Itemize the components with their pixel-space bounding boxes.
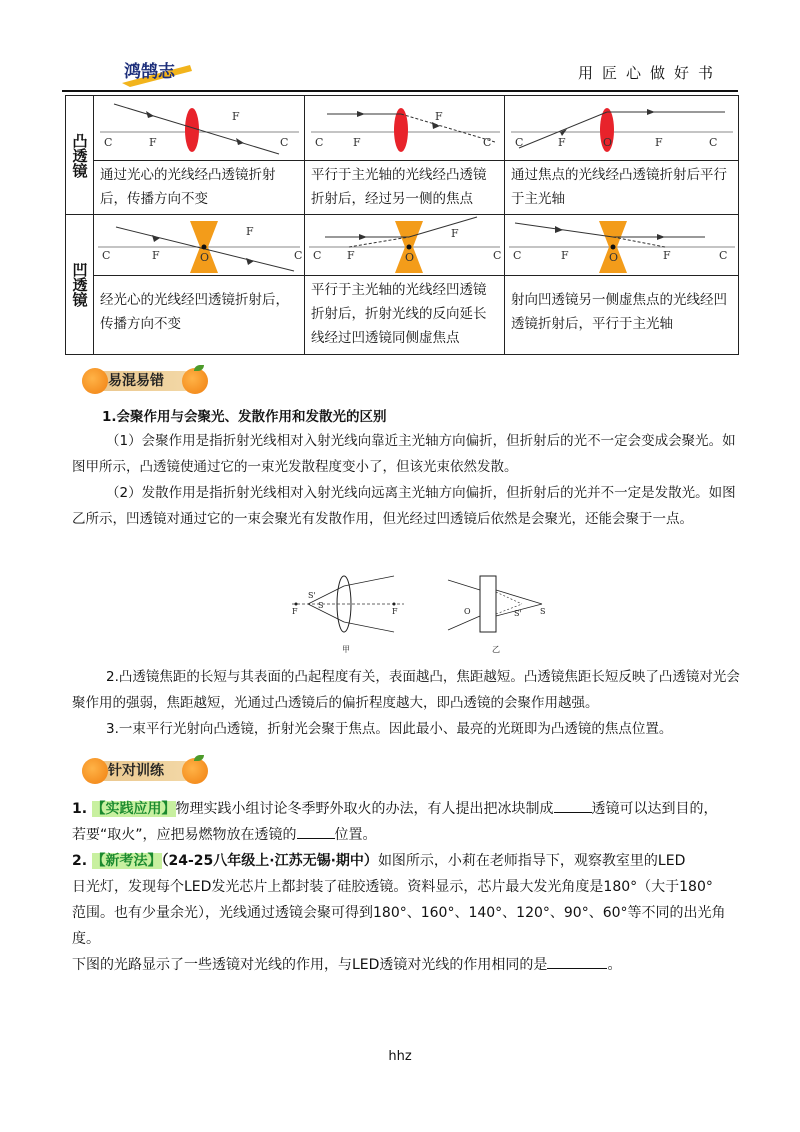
label-f: F xyxy=(353,136,361,149)
row-head-text: 凹透镜 xyxy=(70,262,89,307)
label-f: F xyxy=(558,136,566,149)
label-f: F xyxy=(347,249,355,262)
header-slogan: 用匠心做好书 xyxy=(578,64,723,82)
label-f: F xyxy=(246,225,254,238)
logo-text: 鸿鹄志 xyxy=(124,62,175,82)
question-text: 下图的光路显示了一些透镜对光线的作用，与LED透镜对光线的作用相同的是 xyxy=(72,957,548,973)
question-text: 若要“取火”，应把易燃物放在透镜的 xyxy=(72,827,297,843)
label-f: F xyxy=(232,110,240,123)
question-text: 如图所示，小莉在老师指导下，观察教室里的LED xyxy=(377,853,686,869)
fig-label: O xyxy=(464,607,471,616)
label-c: C xyxy=(280,136,289,149)
concave-desc-virtual-focus: 射向凹透镜另一侧虚焦点的光线经凹透镜折射后，平行于主光轴 xyxy=(504,275,739,355)
orange-icon xyxy=(82,758,108,784)
label-c: C xyxy=(515,136,524,149)
orange-icon xyxy=(82,368,108,394)
label-c: C xyxy=(315,136,324,149)
concave-diagram-center xyxy=(93,214,305,276)
fig-label: S' xyxy=(514,609,522,618)
section-title: 易混易错 xyxy=(108,373,164,389)
label-f: F xyxy=(451,227,459,240)
question-2 xyxy=(72,848,752,978)
label-f: F xyxy=(561,249,569,262)
concave-diagram-virtual-focus xyxy=(504,214,739,276)
pitfall-paragraph-1: （1）会聚作用是指折射光线相对入射光线向靠近主光轴方向偏折，但折射后的光不一定会变成会聚光。如图甲所示，凸透镜使通过它的一束光发散程度变小了，但该光束依然发散。 xyxy=(72,433,736,475)
question-text: 日光灯，发现每个LED发光芯片上都封装了硅胶透镜。资料显示，芯片最大发光角度是180°（大于180° xyxy=(72,879,713,895)
section-banner-pitfalls xyxy=(82,368,212,394)
question-text: 透镜可以达到目的， xyxy=(591,801,718,817)
question-1 xyxy=(72,796,752,848)
label-o: O xyxy=(405,251,415,264)
fig-caption: 乙 xyxy=(492,645,500,654)
pitfall-paragraph-3: 2.凸透镜焦距的长短与其表面的凸起程度有关，表面越凸，焦距越短。凸透镜焦距长短反映了凸透镜对光会聚作用的强弱，焦距越短，光通过凸透镜后的偏折程度越大，即凸透镜的会聚作用越强。 xyxy=(72,669,740,711)
convex-desc-center: 通过光心的光线经凸透镜折射后，传播方向不变 xyxy=(93,160,305,215)
question-tag: 【实践应用】 xyxy=(91,801,176,817)
pitfall-paragraph-4: 3.一束平行光射向凸透镜，折射光会聚于焦点。因此最小、最亮的光斑即为凸透镜的焦点位置。 xyxy=(106,721,673,737)
pitfall-heading: 1.会聚作用与会聚光、发散作用和发散光的区别 xyxy=(102,409,387,425)
question-text: 范围。也有少量余光），光线通过透镜会聚可得到180°、160°、140°、120°、90°、60°等不同的出光角度。 xyxy=(72,905,726,947)
question-text: 物理实践小组讨论冬季野外取火的办法，有人提出把冰块制成 xyxy=(175,801,554,817)
label-o: O xyxy=(200,251,210,264)
label-f: F xyxy=(149,136,157,149)
label-o: O xyxy=(603,136,613,149)
section-title: 针对训练 xyxy=(108,763,164,779)
question-tag: 【新考法】 xyxy=(91,853,162,869)
orange-icon xyxy=(182,368,208,394)
fig-caption: 甲 xyxy=(342,645,350,654)
label-c: C xyxy=(709,136,718,149)
concave-desc-parallel: 平行于主光轴的光线经凹透镜折射后，折射光线的反向延长线经过凹透镜同侧虚焦点 xyxy=(304,275,505,355)
label-c: C xyxy=(483,136,492,149)
publisher-logo xyxy=(120,57,195,87)
page-footer: hhz xyxy=(388,1049,412,1064)
fig-label: F xyxy=(292,607,298,616)
row-head-concave xyxy=(65,214,94,355)
label-c: C xyxy=(513,249,522,262)
answer-blank[interactable] xyxy=(547,968,607,969)
figure-jia xyxy=(282,574,412,654)
label-c: C xyxy=(294,249,303,262)
concave-diagram-parallel xyxy=(304,214,505,276)
label-f: F xyxy=(655,136,663,149)
question-source: （24-25八年级上·江苏无锡·期中） xyxy=(161,853,378,869)
pitfall-paragraph-2: （2）发散作用是指折射光线相对入射光线向远离主光轴方向偏折，但折射后的光并不一定是发散光。如图乙所示，凹透镜对通过它的一束会聚光有发散作用，但光经过凹透镜后依然是会聚光，还能会聚于一点。 xyxy=(72,485,736,527)
orange-icon xyxy=(182,758,208,784)
figure-yi xyxy=(444,572,554,656)
fig-label: S xyxy=(318,601,324,610)
answer-blank[interactable] xyxy=(554,812,592,813)
label-f: F xyxy=(152,249,160,262)
convex-diagram-focus xyxy=(504,95,739,161)
label-c: C xyxy=(719,249,728,262)
convex-diagram-center xyxy=(93,95,305,161)
question-number: 2. xyxy=(72,853,88,869)
section-banner-practice xyxy=(82,758,212,784)
label-c: C xyxy=(313,249,322,262)
fig-label: S xyxy=(540,607,546,616)
label-o: O xyxy=(609,251,619,264)
question-number: 1. xyxy=(72,801,88,817)
label-f: F xyxy=(663,249,671,262)
row-head-convex xyxy=(65,95,94,215)
concave-desc-center: 经光心的光线经凹透镜折射后，传播方向不变 xyxy=(93,275,305,355)
header-rule xyxy=(62,90,738,92)
question-text: 。 xyxy=(607,957,622,973)
label-c: C xyxy=(104,136,113,149)
label-f: F xyxy=(435,110,443,123)
convex-desc-parallel: 平行于主光轴的光线经凸透镜折射后，经过另一侧的焦点 xyxy=(304,160,505,215)
label-c: C xyxy=(102,249,111,262)
label-c: C xyxy=(493,249,502,262)
convex-desc-focus: 通过焦点的光线经凸透镜折射后平行于主光轴 xyxy=(504,160,739,215)
lens-ray-table xyxy=(65,95,739,355)
question-text: 位置。 xyxy=(334,827,377,843)
answer-blank[interactable] xyxy=(297,838,335,839)
row-head-text: 凸透镜 xyxy=(70,132,89,178)
convex-diagram-parallel xyxy=(304,95,505,161)
fig-label: F xyxy=(392,607,398,616)
fig-label: S' xyxy=(308,591,316,600)
